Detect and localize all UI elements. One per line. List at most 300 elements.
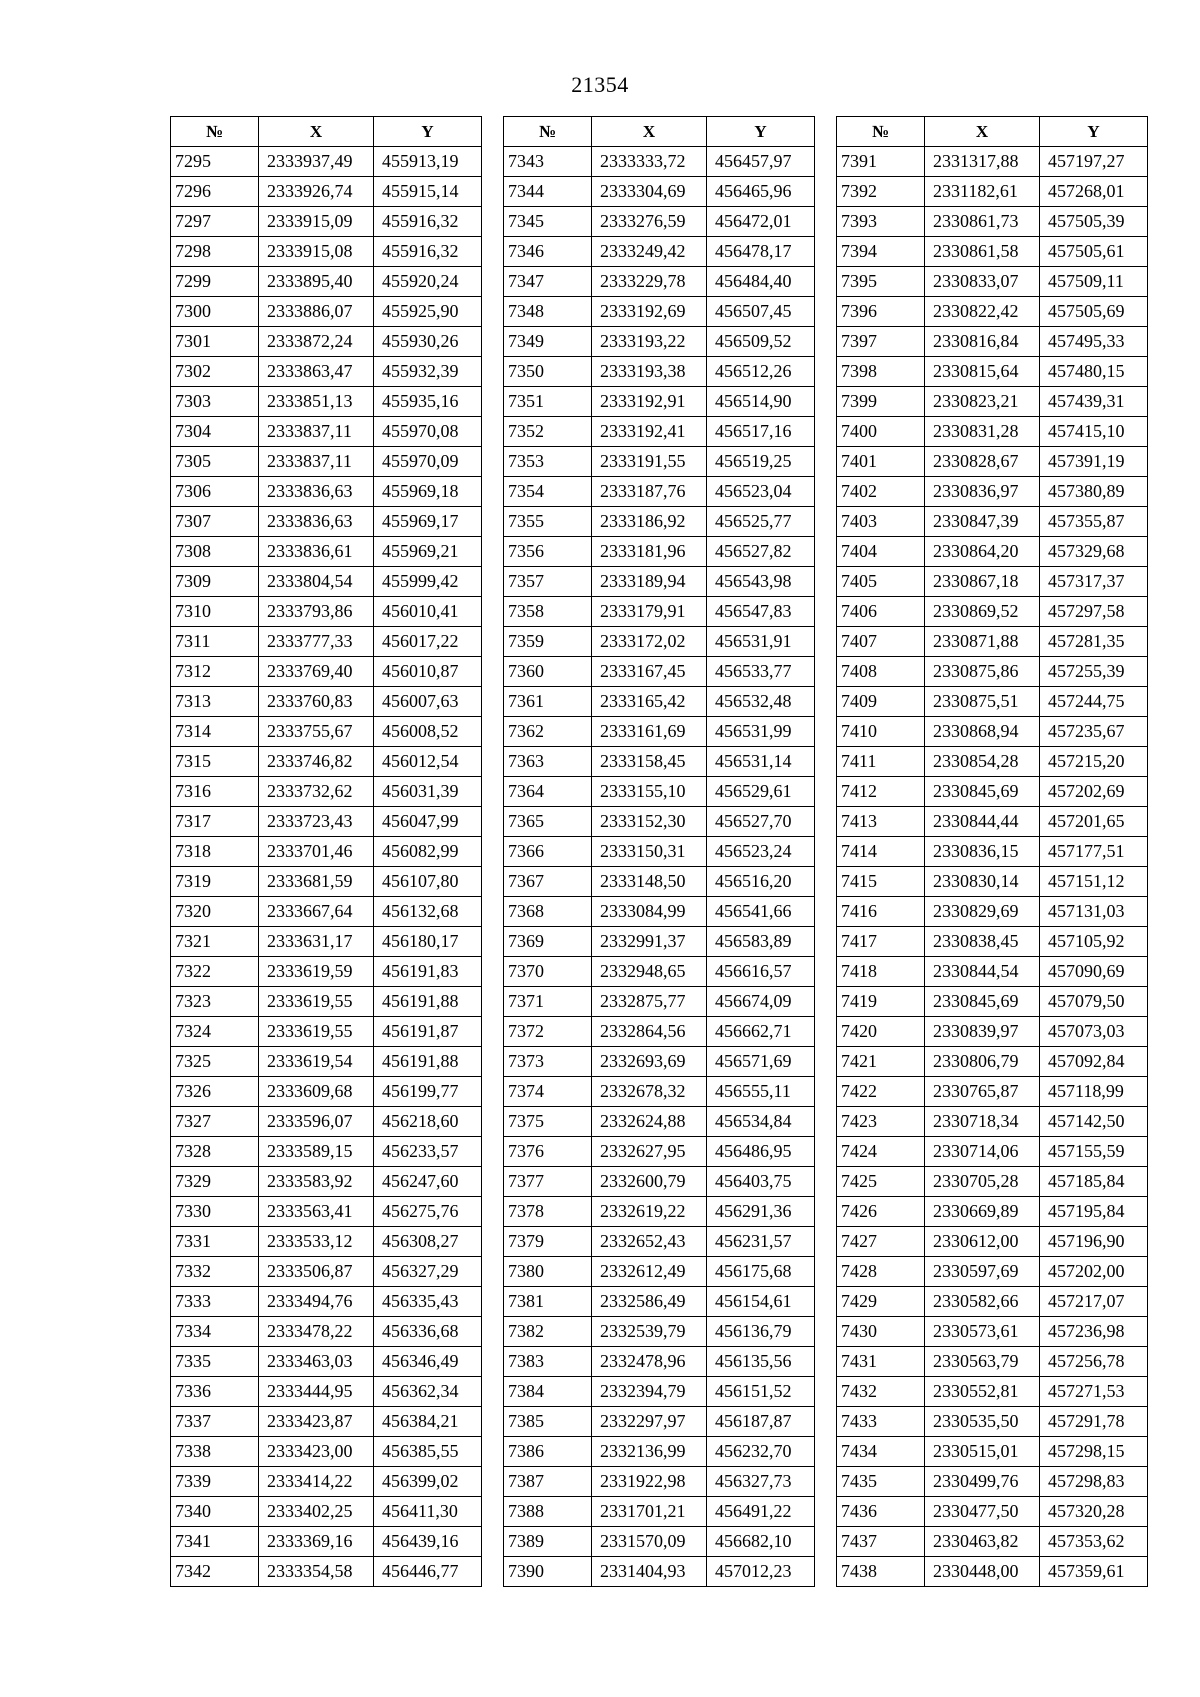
x-coordinate-cell: 2330871,88: [925, 627, 1040, 657]
x-coordinate-cell: 2333619,59: [259, 957, 374, 987]
x-coordinate-cell: 2330822,42: [925, 297, 1040, 327]
x-coordinate-cell: 2330830,14: [925, 867, 1040, 897]
table-row: [171, 267, 482, 297]
y-coordinate-cell: 456191,83: [374, 957, 482, 987]
table-row: [504, 1497, 815, 1527]
x-coordinate-cell: 2333872,24: [259, 327, 374, 357]
table-row: [504, 297, 815, 327]
y-coordinate-cell: 457391,19: [1040, 447, 1148, 477]
point-number-cell: 7385: [504, 1407, 592, 1437]
x-coordinate-cell: 2330823,21: [925, 387, 1040, 417]
point-number-cell: 7410: [837, 717, 925, 747]
y-coordinate-cell: 456180,17: [374, 927, 482, 957]
x-coordinate-cell: 2333161,69: [592, 717, 707, 747]
table-row: [504, 1437, 815, 1467]
x-coordinate-cell: 2330829,69: [925, 897, 1040, 927]
x-coordinate-cell: 2330669,89: [925, 1197, 1040, 1227]
table-row: [171, 567, 482, 597]
table-row: [837, 147, 1148, 177]
point-number-cell: 7347: [504, 267, 592, 297]
table-row: [171, 1377, 482, 1407]
y-coordinate-cell: 456384,21: [374, 1407, 482, 1437]
y-coordinate-cell: 456472,01: [707, 207, 815, 237]
point-number-cell: 7432: [837, 1377, 925, 1407]
y-coordinate-cell: 456457,97: [707, 147, 815, 177]
y-coordinate-cell: 457271,53: [1040, 1377, 1148, 1407]
table-row: [504, 1377, 815, 1407]
point-number-cell: 7409: [837, 687, 925, 717]
y-coordinate-cell: 456484,40: [707, 267, 815, 297]
point-number-cell: 7298: [171, 237, 259, 267]
point-number-cell: 7370: [504, 957, 592, 987]
y-coordinate-cell: 456583,89: [707, 927, 815, 957]
y-coordinate-cell: 457090,69: [1040, 957, 1148, 987]
point-number-cell: 7363: [504, 747, 592, 777]
y-coordinate-cell: 456486,95: [707, 1137, 815, 1167]
table-row: [171, 1257, 482, 1287]
x-coordinate-cell: 2332586,49: [592, 1287, 707, 1317]
table-row: [171, 897, 482, 927]
point-number-cell: 7309: [171, 567, 259, 597]
x-coordinate-cell: 2333760,83: [259, 687, 374, 717]
header-number: №: [837, 117, 925, 147]
table-row: [171, 1407, 482, 1437]
point-number-cell: 7343: [504, 147, 592, 177]
x-coordinate-cell: 2332948,65: [592, 957, 707, 987]
x-coordinate-cell: 2330806,79: [925, 1047, 1040, 1077]
point-number-cell: 7368: [504, 897, 592, 927]
point-number-cell: 7414: [837, 837, 925, 867]
y-coordinate-cell: 456010,41: [374, 597, 482, 627]
x-coordinate-cell: 2330705,28: [925, 1167, 1040, 1197]
point-number-cell: 7384: [504, 1377, 592, 1407]
y-coordinate-cell: 456514,90: [707, 387, 815, 417]
x-coordinate-cell: 2333777,33: [259, 627, 374, 657]
table-row: [504, 1017, 815, 1047]
point-number-cell: 7364: [504, 777, 592, 807]
x-coordinate-cell: 2333463,03: [259, 1347, 374, 1377]
x-coordinate-cell: 2330463,82: [925, 1527, 1040, 1557]
y-coordinate-cell: 456232,70: [707, 1437, 815, 1467]
point-number-cell: 7406: [837, 597, 925, 627]
y-coordinate-cell: 456527,70: [707, 807, 815, 837]
point-number-cell: 7433: [837, 1407, 925, 1437]
point-number-cell: 7373: [504, 1047, 592, 1077]
point-number-cell: 7302: [171, 357, 259, 387]
point-number-cell: 7388: [504, 1497, 592, 1527]
x-coordinate-cell: 2332627,95: [592, 1137, 707, 1167]
x-coordinate-cell: 2330597,69: [925, 1257, 1040, 1287]
table-row: [837, 1377, 1148, 1407]
y-coordinate-cell: 457195,84: [1040, 1197, 1148, 1227]
point-number-cell: 7400: [837, 417, 925, 447]
point-number-cell: 7380: [504, 1257, 592, 1287]
y-coordinate-cell: 456385,55: [374, 1437, 482, 1467]
x-coordinate-cell: 2333354,58: [259, 1557, 374, 1587]
y-coordinate-cell: 457268,01: [1040, 177, 1148, 207]
x-coordinate-cell: 2333193,38: [592, 357, 707, 387]
y-coordinate-cell: 456534,84: [707, 1107, 815, 1137]
point-number-cell: 7319: [171, 867, 259, 897]
y-coordinate-cell: 457079,50: [1040, 987, 1148, 1017]
x-coordinate-cell: 2330861,58: [925, 237, 1040, 267]
x-coordinate-cell: 2330718,34: [925, 1107, 1040, 1137]
point-number-cell: 7344: [504, 177, 592, 207]
point-number-cell: 7340: [171, 1497, 259, 1527]
header-number: №: [504, 117, 592, 147]
table-row: [171, 957, 482, 987]
point-number-cell: 7405: [837, 567, 925, 597]
x-coordinate-cell: 2330535,50: [925, 1407, 1040, 1437]
point-number-cell: 7356: [504, 537, 592, 567]
point-number-cell: 7381: [504, 1287, 592, 1317]
table-row: [504, 777, 815, 807]
x-coordinate-cell: 2332864,56: [592, 1017, 707, 1047]
table-row: [504, 1047, 815, 1077]
x-coordinate-cell: 2333937,49: [259, 147, 374, 177]
point-number-cell: 7334: [171, 1317, 259, 1347]
point-number-cell: 7387: [504, 1467, 592, 1497]
x-coordinate-cell: 2332394,79: [592, 1377, 707, 1407]
point-number-cell: 7436: [837, 1497, 925, 1527]
y-coordinate-cell: 456446,77: [374, 1557, 482, 1587]
y-coordinate-cell: 457380,89: [1040, 477, 1148, 507]
table-row: [837, 267, 1148, 297]
x-coordinate-cell: 2331922,98: [592, 1467, 707, 1497]
x-coordinate-cell: 2333804,54: [259, 567, 374, 597]
y-coordinate-cell: 457505,39: [1040, 207, 1148, 237]
x-coordinate-cell: 2330861,73: [925, 207, 1040, 237]
table-row: [504, 177, 815, 207]
point-number-cell: 7374: [504, 1077, 592, 1107]
x-coordinate-cell: 2332991,37: [592, 927, 707, 957]
point-number-cell: 7328: [171, 1137, 259, 1167]
y-coordinate-cell: 456555,11: [707, 1077, 815, 1107]
y-coordinate-cell: 457235,67: [1040, 717, 1148, 747]
table-row: [504, 1167, 815, 1197]
point-number-cell: 7415: [837, 867, 925, 897]
y-coordinate-cell: 456527,82: [707, 537, 815, 567]
point-number-cell: 7418: [837, 957, 925, 987]
table-row: [837, 1227, 1148, 1257]
y-coordinate-cell: 457281,35: [1040, 627, 1148, 657]
y-coordinate-cell: 456191,88: [374, 987, 482, 1017]
header-y: Y: [1040, 117, 1148, 147]
y-coordinate-cell: 456136,79: [707, 1317, 815, 1347]
y-coordinate-cell: 456478,17: [707, 237, 815, 267]
table-row: [504, 417, 815, 447]
y-coordinate-cell: 455930,26: [374, 327, 482, 357]
header-number: №: [171, 117, 259, 147]
point-number-cell: 7321: [171, 927, 259, 957]
table-row: [837, 1347, 1148, 1377]
x-coordinate-cell: 2330869,52: [925, 597, 1040, 627]
point-number-cell: 7335: [171, 1347, 259, 1377]
y-coordinate-cell: 456507,45: [707, 297, 815, 327]
x-coordinate-cell: 2331404,93: [592, 1557, 707, 1587]
x-coordinate-cell: 2333793,86: [259, 597, 374, 627]
y-coordinate-cell: 455970,09: [374, 447, 482, 477]
table-row: [504, 1527, 815, 1557]
table-row: [837, 957, 1148, 987]
y-coordinate-cell: 457118,99: [1040, 1077, 1148, 1107]
y-coordinate-cell: 457256,78: [1040, 1347, 1148, 1377]
point-number-cell: 7307: [171, 507, 259, 537]
header-x: X: [925, 117, 1040, 147]
table-row: [837, 1167, 1148, 1197]
x-coordinate-cell: 2333863,47: [259, 357, 374, 387]
point-number-cell: 7382: [504, 1317, 592, 1347]
point-number-cell: 7305: [171, 447, 259, 477]
y-coordinate-cell: 456439,16: [374, 1527, 482, 1557]
point-number-cell: 7346: [504, 237, 592, 267]
x-coordinate-cell: 2333444,95: [259, 1377, 374, 1407]
point-number-cell: 7378: [504, 1197, 592, 1227]
x-coordinate-cell: 2333187,76: [592, 477, 707, 507]
point-number-cell: 7419: [837, 987, 925, 1017]
point-number-cell: 7304: [171, 417, 259, 447]
table-row: [171, 1107, 482, 1137]
y-coordinate-cell: 457509,11: [1040, 267, 1148, 297]
coordinates-table-3: [836, 116, 1148, 1587]
y-coordinate-cell: 457012,23: [707, 1557, 815, 1587]
x-coordinate-cell: 2333414,22: [259, 1467, 374, 1497]
x-coordinate-cell: 2330836,97: [925, 477, 1040, 507]
table-row: [504, 1287, 815, 1317]
y-coordinate-cell: 456308,27: [374, 1227, 482, 1257]
point-number-cell: 7369: [504, 927, 592, 957]
table-row: [504, 927, 815, 957]
point-number-cell: 7399: [837, 387, 925, 417]
y-coordinate-cell: 455969,17: [374, 507, 482, 537]
table-row: [837, 777, 1148, 807]
x-coordinate-cell: 2333746,82: [259, 747, 374, 777]
x-coordinate-cell: 2333667,64: [259, 897, 374, 927]
x-coordinate-cell: 2330552,81: [925, 1377, 1040, 1407]
x-coordinate-cell: 2330563,79: [925, 1347, 1040, 1377]
point-number-cell: 7404: [837, 537, 925, 567]
table-row: [837, 447, 1148, 477]
y-coordinate-cell: 457505,69: [1040, 297, 1148, 327]
table-row: [837, 1107, 1148, 1137]
table-row: [504, 1227, 815, 1257]
point-number-cell: 7324: [171, 1017, 259, 1047]
x-coordinate-cell: 2333181,96: [592, 537, 707, 567]
x-coordinate-cell: 2333249,42: [592, 237, 707, 267]
table-row: [837, 747, 1148, 777]
y-coordinate-cell: 457439,31: [1040, 387, 1148, 417]
table-row: [837, 867, 1148, 897]
point-number-cell: 7345: [504, 207, 592, 237]
table-row: [837, 1017, 1148, 1047]
point-number-cell: 7320: [171, 897, 259, 927]
y-coordinate-cell: 456523,24: [707, 837, 815, 867]
y-coordinate-cell: 456017,22: [374, 627, 482, 657]
x-coordinate-cell: 2333589,15: [259, 1137, 374, 1167]
y-coordinate-cell: 456008,52: [374, 717, 482, 747]
table-row: [171, 1017, 482, 1047]
table-row: [171, 237, 482, 267]
y-coordinate-cell: 456199,77: [374, 1077, 482, 1107]
y-coordinate-cell: 456531,14: [707, 747, 815, 777]
table-row: [837, 1137, 1148, 1167]
x-coordinate-cell: 2332136,99: [592, 1437, 707, 1467]
point-number-cell: 7411: [837, 747, 925, 777]
y-coordinate-cell: 456132,68: [374, 897, 482, 927]
point-number-cell: 7303: [171, 387, 259, 417]
point-number-cell: 7355: [504, 507, 592, 537]
point-number-cell: 7437: [837, 1527, 925, 1557]
table-row: [837, 657, 1148, 687]
point-number-cell: 7379: [504, 1227, 592, 1257]
x-coordinate-cell: 2333837,11: [259, 447, 374, 477]
x-coordinate-cell: 2333915,09: [259, 207, 374, 237]
point-number-cell: 7422: [837, 1077, 925, 1107]
point-number-cell: 7353: [504, 447, 592, 477]
table-row: [171, 447, 482, 477]
table-row: [504, 567, 815, 597]
y-coordinate-cell: 457505,61: [1040, 237, 1148, 267]
table-row: [171, 477, 482, 507]
table-row: [171, 1467, 482, 1497]
x-coordinate-cell: 2332678,32: [592, 1077, 707, 1107]
table-row: [171, 1137, 482, 1167]
table-row: [171, 597, 482, 627]
table-row: [837, 1317, 1148, 1347]
table-row: [504, 837, 815, 867]
table-row: [504, 717, 815, 747]
table-row: [171, 1557, 482, 1587]
table-row: [837, 987, 1148, 1017]
table-row: [504, 1347, 815, 1377]
point-number-cell: 7336: [171, 1377, 259, 1407]
point-number-cell: 7323: [171, 987, 259, 1017]
point-number-cell: 7312: [171, 657, 259, 687]
x-coordinate-cell: 2333150,31: [592, 837, 707, 867]
x-coordinate-cell: 2330864,20: [925, 537, 1040, 567]
y-coordinate-cell: 457317,37: [1040, 567, 1148, 597]
table-row: [504, 747, 815, 777]
header-y: Y: [374, 117, 482, 147]
point-number-cell: 7351: [504, 387, 592, 417]
point-number-cell: 7360: [504, 657, 592, 687]
point-number-cell: 7301: [171, 327, 259, 357]
x-coordinate-cell: 2333333,72: [592, 147, 707, 177]
x-coordinate-cell: 2333631,17: [259, 927, 374, 957]
table-row: [837, 927, 1148, 957]
point-number-cell: 7313: [171, 687, 259, 717]
x-coordinate-cell: 2333189,94: [592, 567, 707, 597]
x-coordinate-cell: 2331701,21: [592, 1497, 707, 1527]
table-row: [837, 177, 1148, 207]
table-row: [171, 837, 482, 867]
table-row: [171, 807, 482, 837]
x-coordinate-cell: 2330448,00: [925, 1557, 1040, 1587]
table-row: [837, 507, 1148, 537]
table-row: [837, 1257, 1148, 1287]
table-row: [837, 1497, 1148, 1527]
point-number-cell: 7326: [171, 1077, 259, 1107]
y-coordinate-cell: 455916,32: [374, 207, 482, 237]
y-coordinate-cell: 455916,32: [374, 237, 482, 267]
table-row: [171, 147, 482, 177]
y-coordinate-cell: 455969,21: [374, 537, 482, 567]
x-coordinate-cell: 2332693,69: [592, 1047, 707, 1077]
y-coordinate-cell: 457155,59: [1040, 1137, 1148, 1167]
y-coordinate-cell: 456541,66: [707, 897, 815, 927]
table-row: [837, 477, 1148, 507]
point-number-cell: 7434: [837, 1437, 925, 1467]
x-coordinate-cell: 2333619,55: [259, 1017, 374, 1047]
table-row: [837, 687, 1148, 717]
point-number-cell: 7348: [504, 297, 592, 327]
point-number-cell: 7407: [837, 627, 925, 657]
table-row: [837, 1467, 1148, 1497]
table-row: [171, 747, 482, 777]
table-row: [171, 867, 482, 897]
table-row: [504, 597, 815, 627]
point-number-cell: 7435: [837, 1467, 925, 1497]
y-coordinate-cell: 456532,48: [707, 687, 815, 717]
table-row: [504, 267, 815, 297]
y-coordinate-cell: 457480,15: [1040, 357, 1148, 387]
y-coordinate-cell: 455925,90: [374, 297, 482, 327]
y-coordinate-cell: 457073,03: [1040, 1017, 1148, 1047]
table-row: [504, 1557, 815, 1587]
x-coordinate-cell: 2333851,13: [259, 387, 374, 417]
x-coordinate-cell: 2330573,61: [925, 1317, 1040, 1347]
table-header-row: [504, 117, 815, 147]
point-number-cell: 7367: [504, 867, 592, 897]
x-coordinate-cell: 2333192,69: [592, 297, 707, 327]
point-number-cell: 7430: [837, 1317, 925, 1347]
x-coordinate-cell: 2333179,91: [592, 597, 707, 627]
table-row: [504, 897, 815, 927]
table-row: [171, 1167, 482, 1197]
table-row: [171, 357, 482, 387]
x-coordinate-cell: 2330828,67: [925, 447, 1040, 477]
point-number-cell: 7397: [837, 327, 925, 357]
point-number-cell: 7362: [504, 717, 592, 747]
table-row: [504, 1467, 815, 1497]
table-row: [837, 597, 1148, 627]
table-row: [171, 927, 482, 957]
x-coordinate-cell: 2332297,97: [592, 1407, 707, 1437]
x-coordinate-cell: 2330838,45: [925, 927, 1040, 957]
point-number-cell: 7349: [504, 327, 592, 357]
table-row: [504, 657, 815, 687]
x-coordinate-cell: 2330515,01: [925, 1437, 1040, 1467]
point-number-cell: 7332: [171, 1257, 259, 1287]
x-coordinate-cell: 2330844,44: [925, 807, 1040, 837]
x-coordinate-cell: 2333276,59: [592, 207, 707, 237]
point-number-cell: 7306: [171, 477, 259, 507]
x-coordinate-cell: 2333583,92: [259, 1167, 374, 1197]
table-row: [837, 717, 1148, 747]
y-coordinate-cell: 456191,87: [374, 1017, 482, 1047]
point-number-cell: 7402: [837, 477, 925, 507]
table-row: [837, 1527, 1148, 1557]
y-coordinate-cell: 457329,68: [1040, 537, 1148, 567]
y-coordinate-cell: 456191,88: [374, 1047, 482, 1077]
x-coordinate-cell: 2333701,46: [259, 837, 374, 867]
x-coordinate-cell: 2333478,22: [259, 1317, 374, 1347]
y-coordinate-cell: 456509,52: [707, 327, 815, 357]
y-coordinate-cell: 457201,65: [1040, 807, 1148, 837]
table-row: [171, 627, 482, 657]
x-coordinate-cell: 2333423,00: [259, 1437, 374, 1467]
y-coordinate-cell: 457415,10: [1040, 417, 1148, 447]
